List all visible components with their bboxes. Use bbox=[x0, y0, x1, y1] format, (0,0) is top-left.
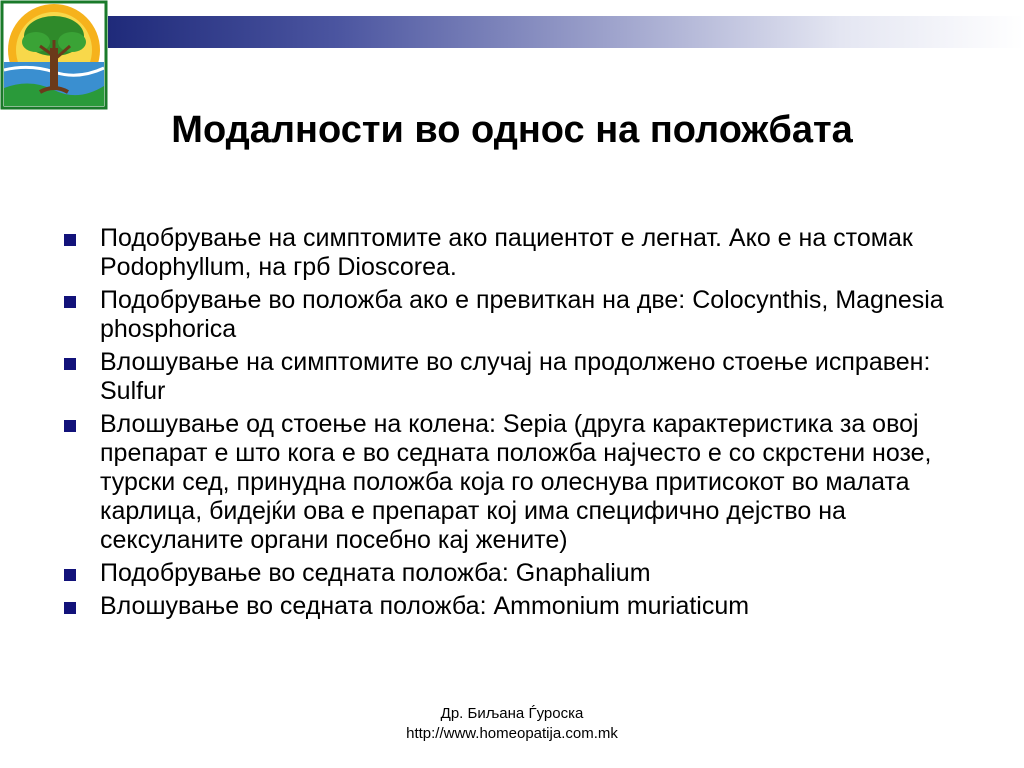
list-item bbox=[62, 410, 962, 555]
bullet-text: Подобрување во положба ако е превиткан на две: Colocynthis, Magnesia phosphorica bbox=[100, 286, 944, 343]
list-item bbox=[62, 286, 962, 344]
list-item bbox=[62, 224, 962, 282]
square-bullet-icon bbox=[64, 358, 76, 370]
footer-url[interactable]: http://www.homeopatija.com.mk bbox=[406, 725, 618, 742]
tree-sun-logo-icon bbox=[0, 0, 108, 112]
square-bullet-icon bbox=[64, 602, 76, 614]
list-item bbox=[62, 592, 962, 621]
square-bullet-icon bbox=[64, 296, 76, 308]
header-gradient-bar bbox=[108, 16, 1024, 48]
list-item bbox=[62, 559, 962, 588]
square-bullet-icon bbox=[64, 234, 76, 246]
bullet-list bbox=[62, 224, 962, 625]
footer bbox=[0, 704, 1024, 744]
square-bullet-icon bbox=[64, 569, 76, 581]
bullet-text: Влошување на симптомите во случај на продолжено стоење исправен: Sulfur bbox=[100, 348, 931, 405]
slide-title: Модалности во однос на положбата bbox=[171, 109, 853, 151]
footer-author: Др. Биљана Ѓуроска bbox=[440, 705, 584, 722]
bullet-text: Влошување во седната положба: Ammonium muriaticum bbox=[100, 592, 750, 620]
list-item bbox=[62, 348, 962, 406]
bullet-text: Подобрување на симптомите ако пациентот е легнат. Ако е на стомак Podophyllum, на грб Dioscorea. bbox=[100, 224, 913, 281]
bullet-text: Влошување од стоење на колена: Sepia (друга карактеристика за овој препарат е што кога е во седната положба најчесто е со скрстени нозе, турски сед, принудна положба која го олеснува притисокот во малата карлица, бидејќи ова е препарат кој има специфично дејство на сексуланите органи посебно кај жените) bbox=[100, 410, 932, 554]
square-bullet-icon bbox=[64, 420, 76, 432]
bullet-text: Подобрување во седната положба: Gnaphalium bbox=[100, 559, 651, 587]
